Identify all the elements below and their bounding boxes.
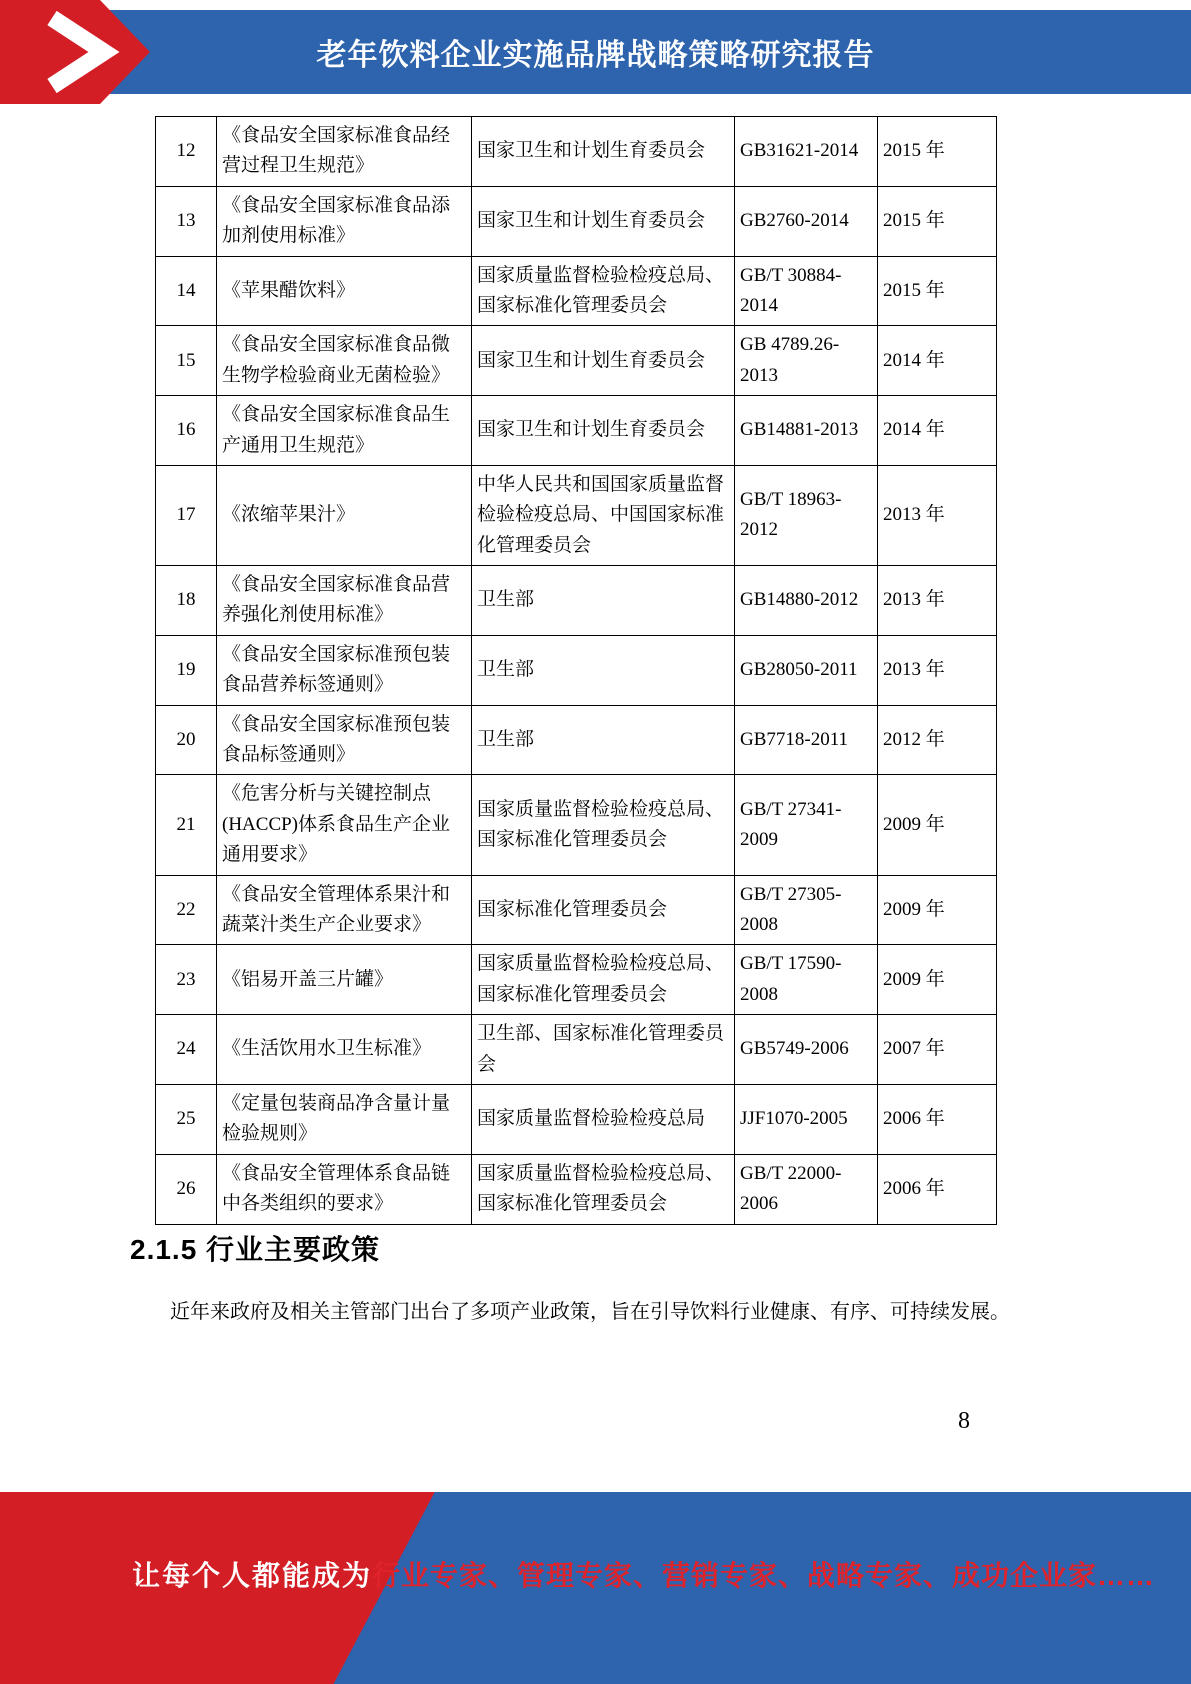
issuing-org-cell: 国家质量监督检验检疫总局 bbox=[472, 1084, 735, 1154]
page-number: 8 bbox=[958, 1408, 970, 1434]
row-number-cell: 22 bbox=[156, 875, 217, 945]
standard-code-cell: GB2760-2014 bbox=[735, 186, 878, 256]
standard-name-cell: 《铝易开盖三片罐》 bbox=[217, 945, 472, 1015]
table-row bbox=[156, 396, 997, 466]
row-number-cell: 13 bbox=[156, 186, 217, 256]
standard-name-cell: 《食品安全国家标准食品经营过程卫生规范》 bbox=[217, 117, 472, 187]
year-cell: 2014 年 bbox=[878, 326, 997, 396]
table-row bbox=[156, 1084, 997, 1154]
row-number-cell: 23 bbox=[156, 945, 217, 1015]
standards-table-wrap bbox=[155, 116, 967, 1225]
year-cell: 2014 年 bbox=[878, 396, 997, 466]
standard-code-cell: GB5749-2006 bbox=[735, 1015, 878, 1085]
table-row bbox=[156, 635, 997, 705]
row-number-cell: 24 bbox=[156, 1015, 217, 1085]
row-number-cell: 19 bbox=[156, 635, 217, 705]
issuing-org-cell: 国家卫生和计划生育委员会 bbox=[472, 117, 735, 187]
table-row bbox=[156, 705, 997, 775]
standard-name-cell: 《食品安全管理体系食品链中各类组织的要求》 bbox=[217, 1154, 472, 1224]
issuing-org-cell: 国家质量监督检验检疫总局、国家标准化管理委员会 bbox=[472, 775, 735, 875]
standard-name-cell: 《浓缩苹果汁》 bbox=[217, 465, 472, 565]
standard-code-cell: GB/T 17590-2008 bbox=[735, 945, 878, 1015]
issuing-org-cell: 国家质量监督检验检疫总局、国家标准化管理委员会 bbox=[472, 256, 735, 326]
standard-code-cell: JJF1070-2005 bbox=[735, 1084, 878, 1154]
standard-name-cell: 《苹果醋饮料》 bbox=[217, 256, 472, 326]
standard-code-cell: GB14880-2012 bbox=[735, 566, 878, 636]
standards-table bbox=[155, 116, 997, 1225]
issuing-org-cell: 国家卫生和计划生育委员会 bbox=[472, 186, 735, 256]
page-header bbox=[0, 0, 1191, 104]
year-cell: 2009 年 bbox=[878, 945, 997, 1015]
footer-left-text: 让每个人都能成为 bbox=[132, 1560, 373, 1591]
standard-name-cell: 《食品安全国家标准食品添加剂使用标准》 bbox=[217, 186, 472, 256]
standard-name-cell: 《食品安全管理体系果汁和蔬菜汁类生产企业要求》 bbox=[217, 875, 472, 945]
issuing-org-cell: 国家质量监督检验检疫总局、国家标准化管理委员会 bbox=[472, 945, 735, 1015]
standard-name-cell: 《定量包装商品净含量计量检验规则》 bbox=[217, 1084, 472, 1154]
issuing-org-cell: 卫生部 bbox=[472, 635, 735, 705]
issuing-org-cell: 卫生部 bbox=[472, 705, 735, 775]
year-cell: 2007 年 bbox=[878, 1015, 997, 1085]
report-title: 老年饮料企业实施品牌战略策略研究报告 bbox=[316, 39, 875, 72]
row-number-cell: 14 bbox=[156, 256, 217, 326]
table-row bbox=[156, 566, 997, 636]
year-cell: 2013 年 bbox=[878, 566, 997, 636]
row-number-cell: 26 bbox=[156, 1154, 217, 1224]
standard-code-cell: GB/T 27341-2009 bbox=[735, 775, 878, 875]
year-cell: 2006 年 bbox=[878, 1154, 997, 1224]
standard-code-cell: GB/T 18963-2012 bbox=[735, 465, 878, 565]
row-number-cell: 16 bbox=[156, 396, 217, 466]
standards-table-body bbox=[156, 117, 997, 1225]
body-paragraph: 近年来政府及相关主管部门出台了多项产业政策，旨在引导饮料行业健康、有序、可持续发展。 bbox=[170, 1301, 1010, 1323]
table-row bbox=[156, 1015, 997, 1085]
standard-code-cell: GB/T 30884-2014 bbox=[735, 256, 878, 326]
page-footer bbox=[0, 1492, 1191, 1684]
table-row bbox=[156, 326, 997, 396]
table-row bbox=[156, 465, 997, 565]
footer-right-text: 行业专家、管理专家、营销专家、战略专家、成功企业家…… bbox=[372, 1560, 1156, 1591]
year-cell: 2009 年 bbox=[878, 875, 997, 945]
standard-name-cell: 《危害分析与关键控制点(HACCP)体系食品生产企业通用要求》 bbox=[217, 775, 472, 875]
standard-code-cell: GB/T 27305-2008 bbox=[735, 875, 878, 945]
row-number-cell: 12 bbox=[156, 117, 217, 187]
standard-name-cell: 《食品安全国家标准食品微生物学检验商业无菌检验》 bbox=[217, 326, 472, 396]
year-cell: 2012 年 bbox=[878, 705, 997, 775]
year-cell: 2009 年 bbox=[878, 775, 997, 875]
standard-name-cell: 《食品安全国家标准食品营养强化剂使用标准》 bbox=[217, 566, 472, 636]
row-number-cell: 21 bbox=[156, 775, 217, 875]
section-heading: 2.1.5 行业主要政策 bbox=[130, 1234, 381, 1265]
year-cell: 2015 年 bbox=[878, 186, 997, 256]
standard-name-cell: 《食品安全国家标准预包装食品标签通则》 bbox=[217, 705, 472, 775]
row-number-cell: 17 bbox=[156, 465, 217, 565]
year-cell: 2013 年 bbox=[878, 635, 997, 705]
issuing-org-cell: 国家卫生和计划生育委员会 bbox=[472, 396, 735, 466]
table-row bbox=[156, 945, 997, 1015]
standard-name-cell: 《食品安全国家标准预包装食品营养标签通则》 bbox=[217, 635, 472, 705]
year-cell: 2015 年 bbox=[878, 117, 997, 187]
table-row bbox=[156, 775, 997, 875]
standard-code-cell: GB 4789.26-2013 bbox=[735, 326, 878, 396]
table-row bbox=[156, 186, 997, 256]
standard-code-cell: GB7718-2011 bbox=[735, 705, 878, 775]
issuing-org-cell: 卫生部、国家标准化管理委员会 bbox=[472, 1015, 735, 1085]
row-number-cell: 15 bbox=[156, 326, 217, 396]
table-row bbox=[156, 117, 997, 187]
row-number-cell: 20 bbox=[156, 705, 217, 775]
standard-code-cell: GB28050-2011 bbox=[735, 635, 878, 705]
table-row bbox=[156, 875, 997, 945]
table-row bbox=[156, 1154, 997, 1224]
standard-code-cell: GB14881-2013 bbox=[735, 396, 878, 466]
standard-code-cell: GB/T 22000-2006 bbox=[735, 1154, 878, 1224]
issuing-org-cell: 国家卫生和计划生育委员会 bbox=[472, 326, 735, 396]
standard-name-cell: 《生活饮用水卫生标准》 bbox=[217, 1015, 472, 1085]
year-cell: 2013 年 bbox=[878, 465, 997, 565]
issuing-org-cell: 中华人民共和国国家质量监督检验检疫总局、中国国家标准化管理委员会 bbox=[472, 465, 735, 565]
year-cell: 2006 年 bbox=[878, 1084, 997, 1154]
issuing-org-cell: 卫生部 bbox=[472, 566, 735, 636]
issuing-org-cell: 国家标准化管理委员会 bbox=[472, 875, 735, 945]
table-row bbox=[156, 256, 997, 326]
year-cell: 2015 年 bbox=[878, 256, 997, 326]
standard-name-cell: 《食品安全国家标准食品生产通用卫生规范》 bbox=[217, 396, 472, 466]
issuing-org-cell: 国家质量监督检验检疫总局、国家标准化管理委员会 bbox=[472, 1154, 735, 1224]
standard-code-cell: GB31621-2014 bbox=[735, 117, 878, 187]
row-number-cell: 18 bbox=[156, 566, 217, 636]
row-number-cell: 25 bbox=[156, 1084, 217, 1154]
